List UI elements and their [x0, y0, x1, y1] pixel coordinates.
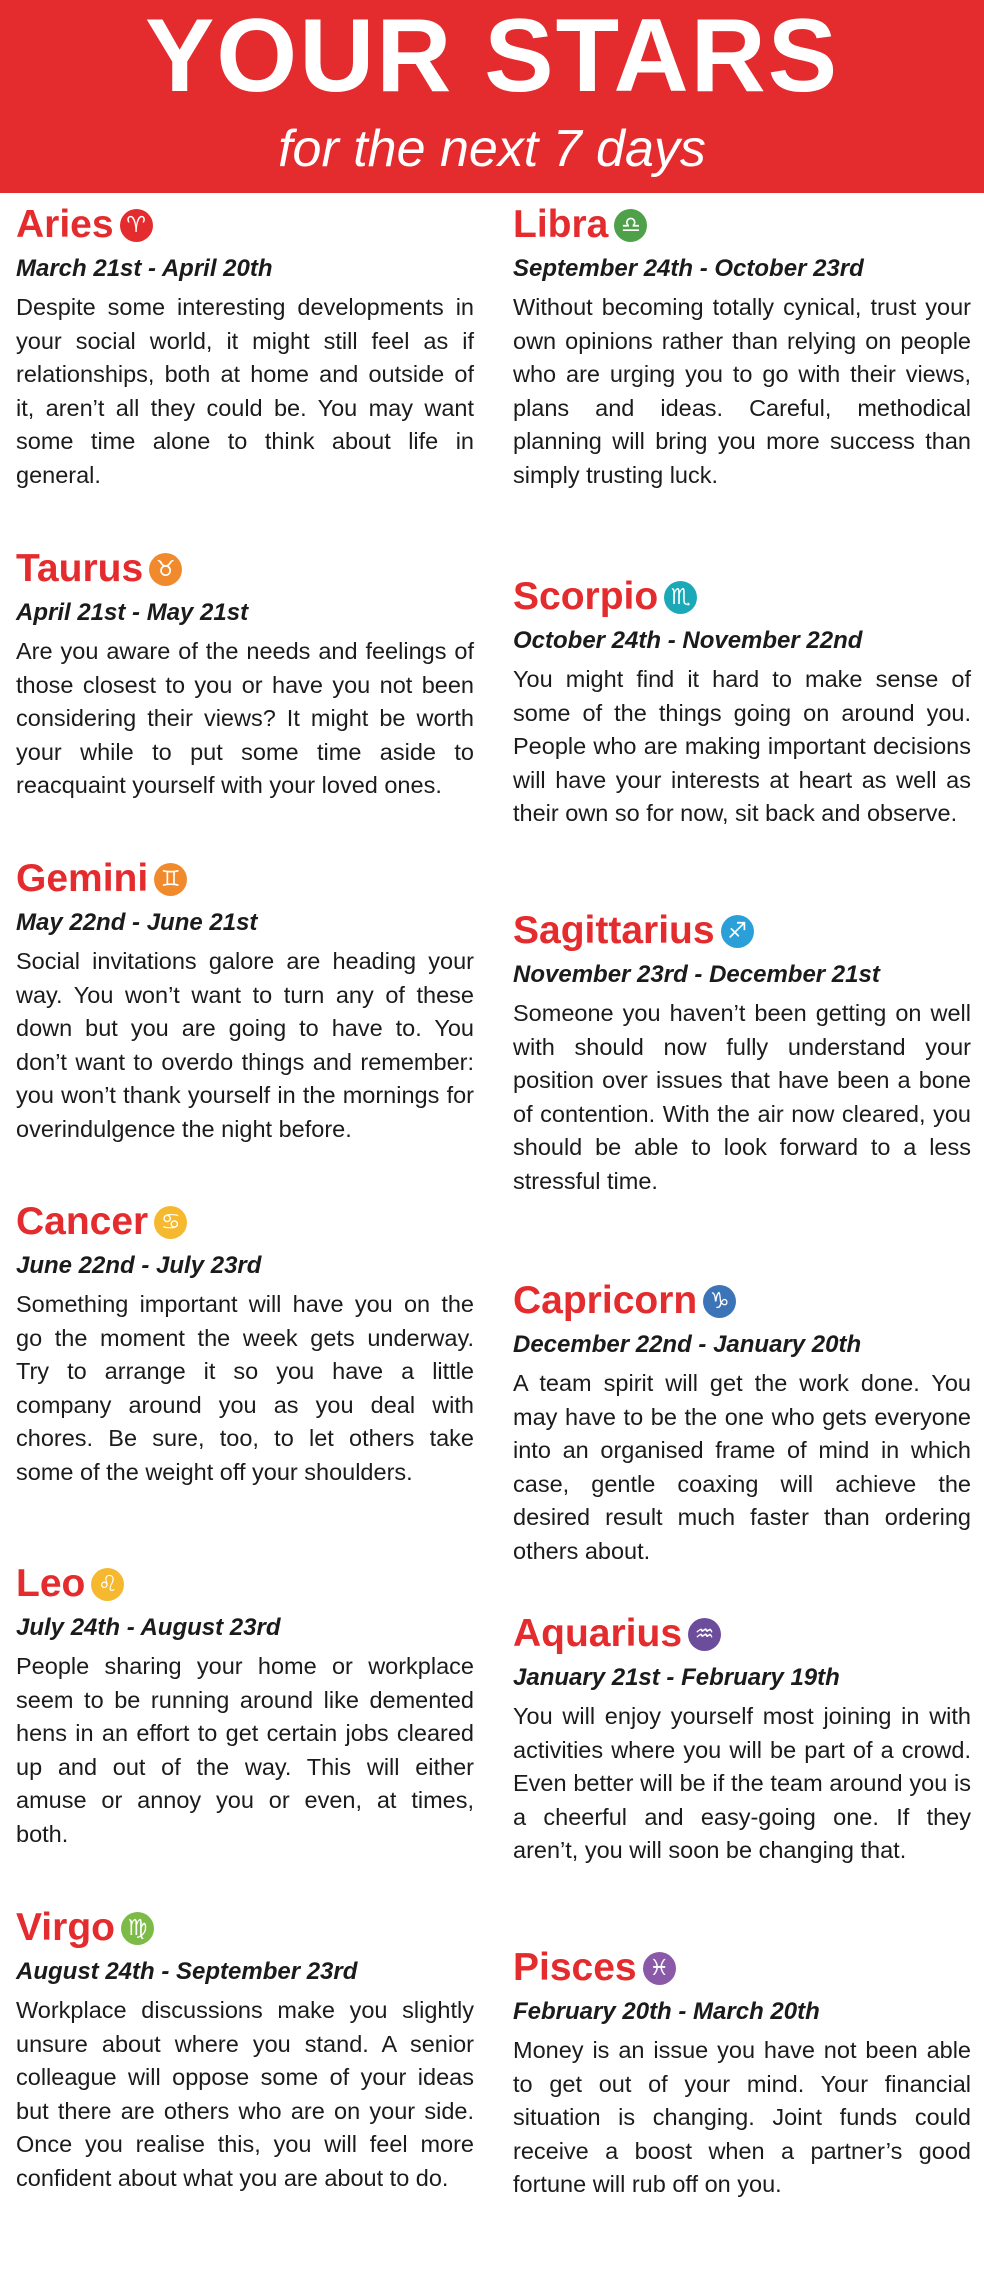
sign-cancer — [16, 1196, 474, 1490]
sign-leo — [16, 1558, 474, 1852]
aries-icon: ♈ — [120, 209, 153, 242]
sign-dates: October 24th - November 22nd — [513, 627, 863, 654]
page-title: YOUR STARS — [144, 0, 840, 114]
sign-dates: January 21st - February 19th — [513, 1664, 840, 1691]
sign-name: Taurus — [16, 547, 144, 590]
sign-forecast: You might find it hard to make sense of some of the things going on around you. People who are making important decisions will have your interests at heart as well as their own so for now, sit back and observe. — [513, 666, 971, 827]
sign-libra — [513, 199, 971, 493]
sign-aries — [16, 199, 474, 493]
sign-dates: April 21st - May 21st — [16, 599, 249, 626]
sign-forecast: Without becoming totally cynical, trust your own opinions rather than relying on people who are urging you to go with their views, plans and ideas. Careful, methodical planning will bring you more success than simply trusting luck. — [513, 294, 971, 488]
scorpio-icon: ♏ — [664, 581, 697, 614]
sign-dates: August 24th - September 23rd — [16, 1958, 358, 1985]
sign-sagittarius — [513, 905, 971, 1199]
libra-icon: ♎ — [614, 209, 647, 242]
sign-dates: March 21st - April 20th — [16, 255, 273, 282]
sign-name: Sagittarius — [513, 909, 715, 952]
sign-forecast: You will enjoy yourself most joining in with activities where you will be part of a crowd. Even better will be if the team around you is a cheerful and easy-going one. If they aren’t, you will soon be changing that. — [513, 1703, 971, 1864]
sign-forecast: Money is an issue you have not been able to get out of your mind. Your financial situation is changing. Joint funds could receive a boost when a partner’s good fortune will rub off on you. — [513, 2037, 971, 2198]
sign-forecast: Someone you haven’t been getting on well with should now fully understand your position over issues that have been a bone of contention. With the air now cleared, you should be able to look forward to a less stressful time. — [513, 1000, 971, 1194]
sign-capricorn — [513, 1275, 971, 1569]
sign-gemini — [16, 853, 474, 1147]
virgo-icon: ♍ — [121, 1912, 154, 1945]
sign-pisces — [513, 1942, 971, 2202]
sign-name: Aries — [16, 203, 114, 246]
sign-name: Aquarius — [513, 1612, 683, 1655]
sign-forecast: A team spirit will get the work done. You may have to be the one who gets everyone into an organised frame of mind in which case, gentle coaxing will achieve the desired result much faster than ordering others about. — [513, 1370, 971, 1564]
capricorn-icon: ♑ — [703, 1285, 736, 1318]
sign-name: Scorpio — [513, 575, 659, 618]
sign-name: Cancer — [16, 1200, 149, 1243]
sign-forecast: People sharing your home or workplace seem to be running around like demented hens in an effort to get certain jobs cleared up and out of the way. This will either amuse or annoy you or even, at times, both. — [16, 1653, 474, 1847]
sign-virgo — [16, 1902, 474, 2196]
sign-name: Leo — [16, 1562, 86, 1605]
sign-aquarius — [513, 1608, 971, 1868]
sign-name: Virgo — [16, 1906, 115, 1949]
leo-icon: ♌ — [91, 1568, 124, 1601]
sign-name: Libra — [513, 203, 609, 246]
sagittarius-icon: ♐ — [721, 915, 754, 948]
sign-forecast: Are you aware of the needs and feelings of those closest to you or have you not been considering their views? It might be worth your while to put some time aside to reacquaint yourself with your loved ones. — [16, 638, 474, 799]
sign-name: Gemini — [16, 857, 149, 900]
pisces-icon: ♓ — [643, 1952, 676, 1985]
sign-name: Pisces — [513, 1946, 637, 1989]
sign-name: Capricorn — [513, 1279, 698, 1322]
aquarius-icon: ♒ — [688, 1618, 721, 1651]
sign-dates: July 24th - August 23rd — [16, 1614, 281, 1641]
sign-forecast: Despite some interesting developments in your social world, it might still feel as if relationships, both at home and outside of it, aren’t all they could be. You may want some time alone to think about life in general. — [16, 294, 474, 488]
sign-scorpio — [513, 571, 971, 831]
taurus-icon: ♉ — [149, 553, 182, 586]
sign-dates: June 22nd - July 23rd — [16, 1252, 262, 1279]
sign-dates: May 22nd - June 21st — [16, 909, 258, 936]
sign-forecast: Social invitations galore are heading your way. You won’t want to turn any of these down but you are going to have to. You don’t want to overdo things and remember: you won’t thank yourself in the mornings for overindulgence the night before. — [16, 948, 474, 1142]
sign-dates: December 22nd - January 20th — [513, 1331, 862, 1358]
sign-forecast: Workplace discussions make you slightly unsure about where you stand. A senior colleague will oppose some of your ideas but there are others who are on your side. Once you realise this, you will feel more confident about what you are about to do. — [16, 1997, 474, 2191]
page-subtitle: for the next 7 days — [278, 120, 706, 178]
sign-dates: February 20th - March 20th — [513, 1998, 820, 2025]
masthead — [0, 0, 984, 193]
sign-dates: September 24th - October 23rd — [513, 255, 864, 282]
cancer-icon: ♋ — [154, 1206, 187, 1239]
sign-dates: November 23rd - December 21st — [513, 961, 880, 988]
sign-forecast: Something important will have you on the go the moment the week gets underway. Try to arrange it so you have a little company around you as you deal with chores. Be sure, too, to let others take some of the weight off your shoulders. — [16, 1291, 474, 1485]
sign-taurus — [16, 543, 474, 803]
gemini-icon: ♊ — [154, 863, 187, 896]
